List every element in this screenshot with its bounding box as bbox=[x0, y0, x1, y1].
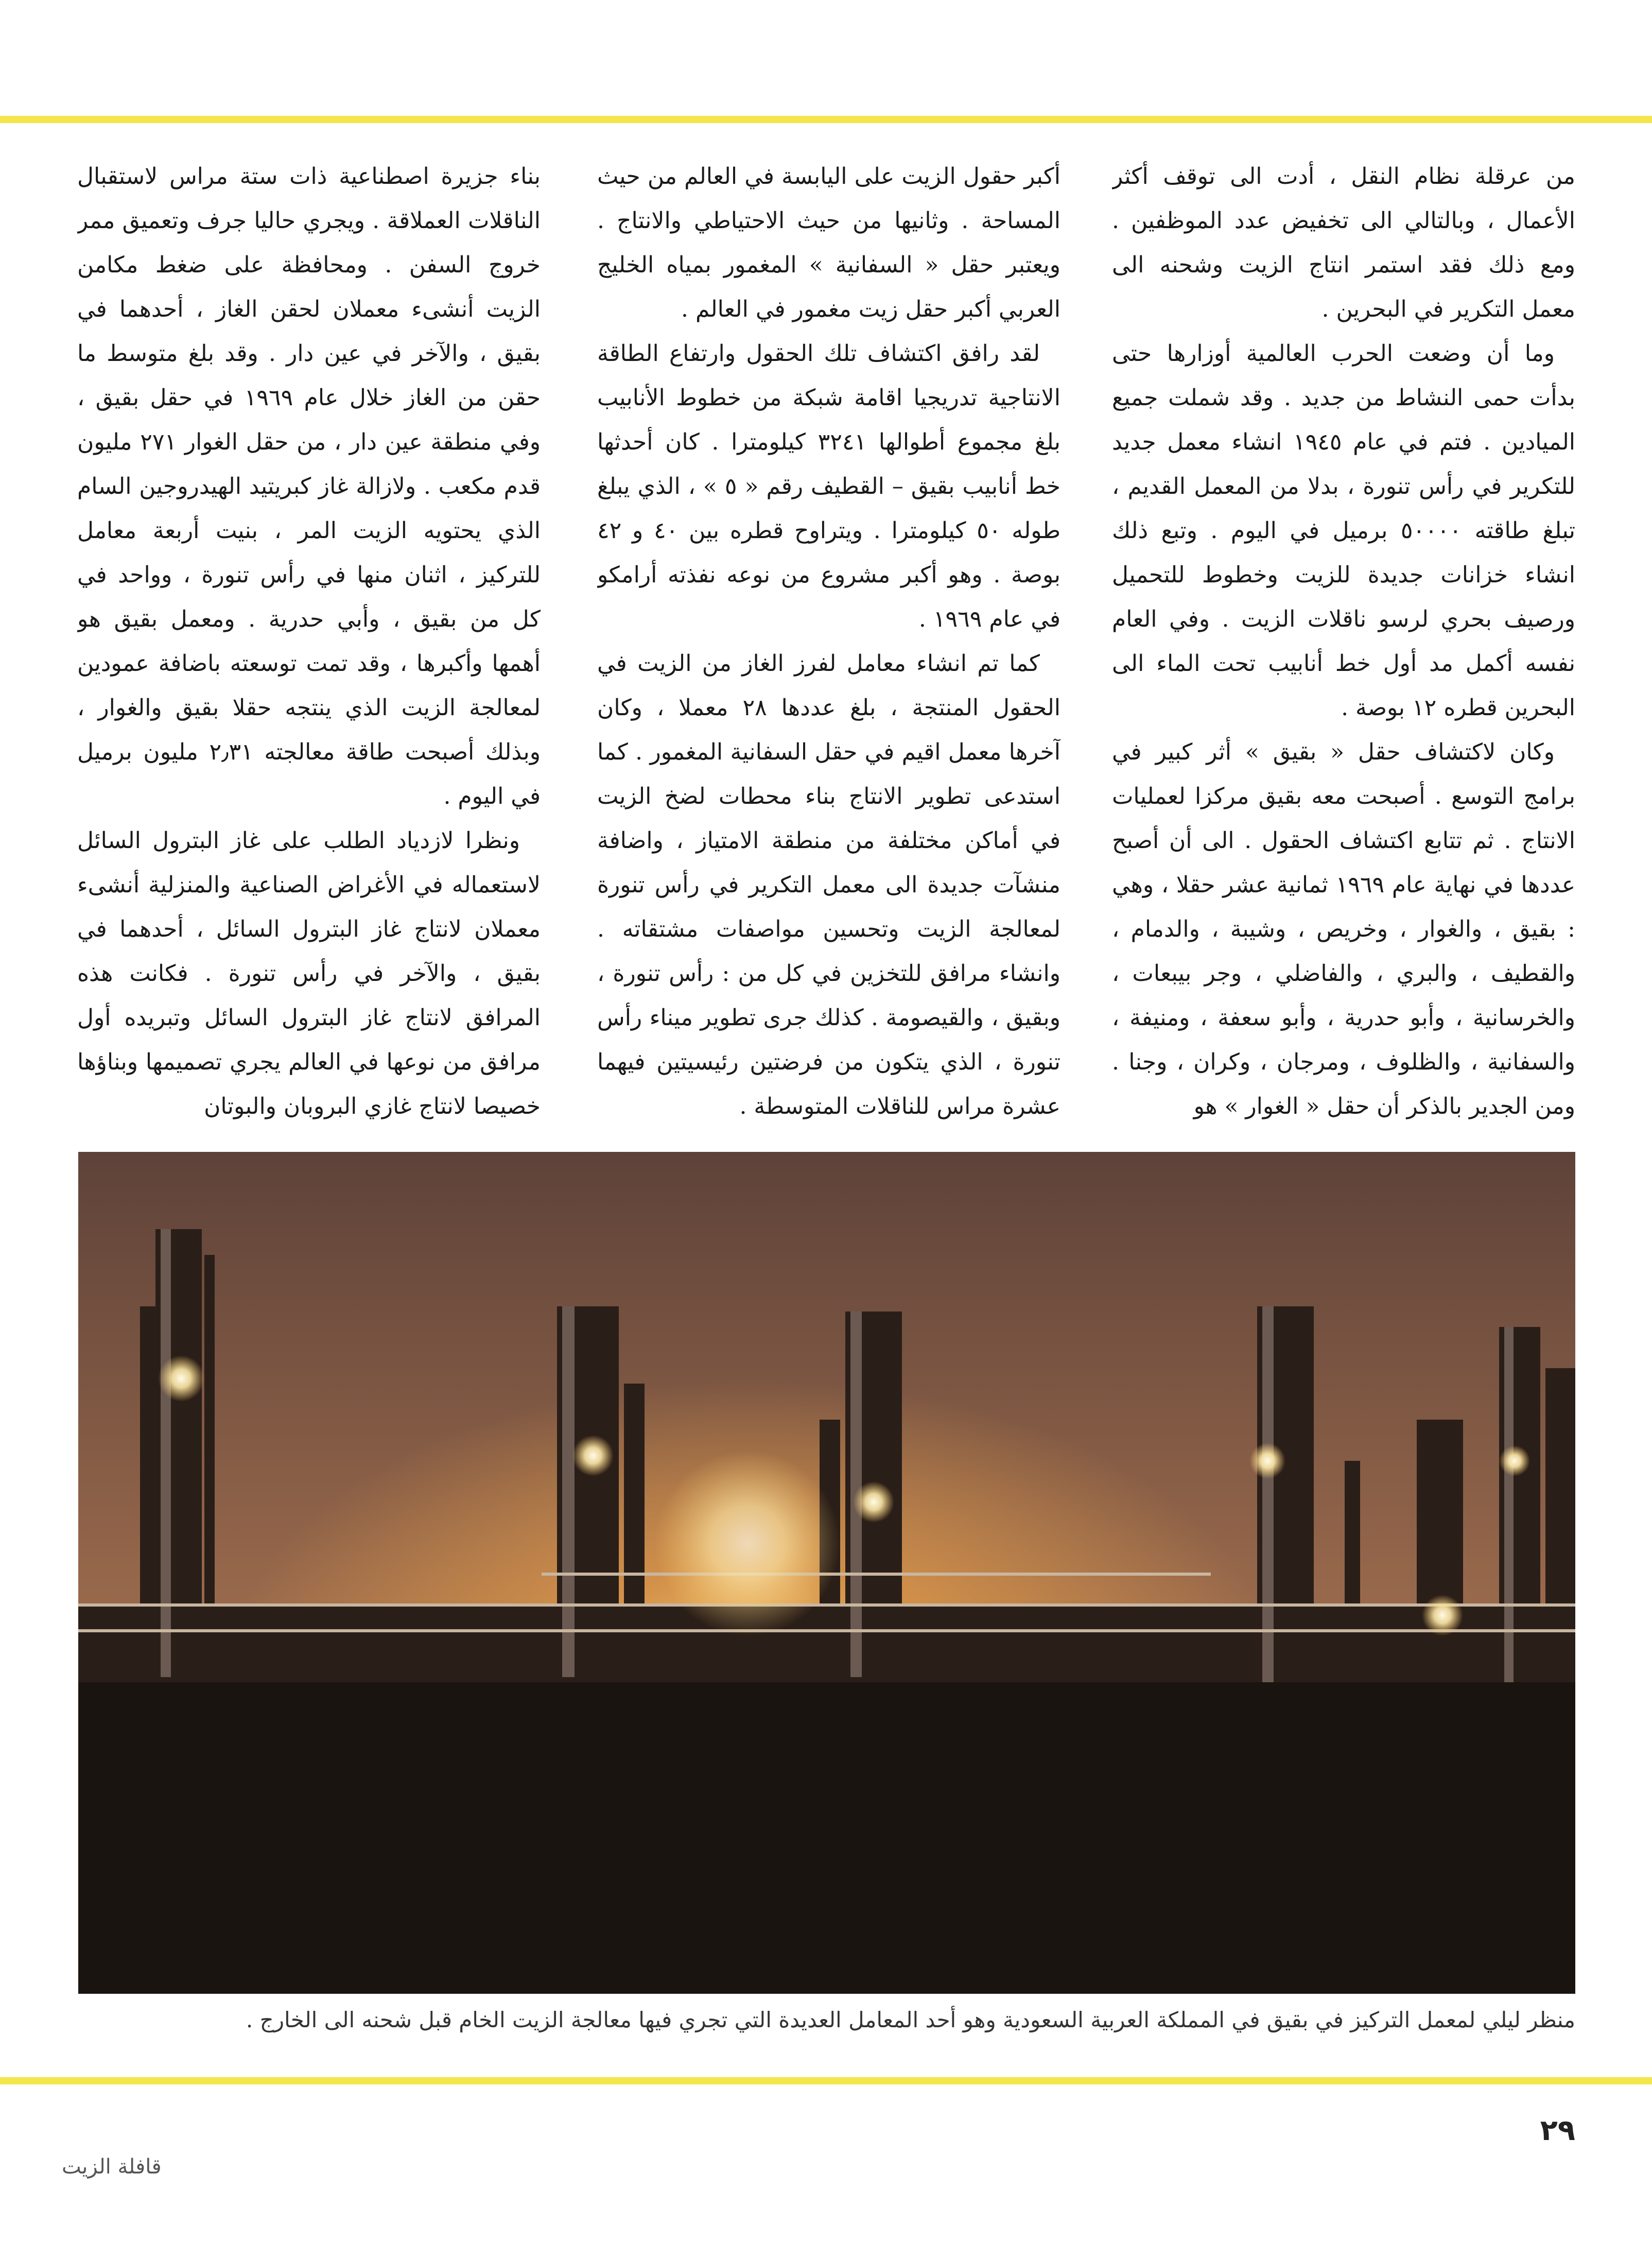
refinery-night-photo bbox=[78, 1152, 1575, 1994]
magazine-name: قافلة الزيت bbox=[62, 2155, 162, 2179]
article-column-middle bbox=[597, 154, 1060, 1133]
paragraph: وكان لاكتشاف حقل « بقيق » أثر كبير في برامج التوسع . أصبحت معه بقيق مركزا لعمليات الانتاج . ثم تتابع اكتشاف الحقول . الى أن أصبح عددها في نهاية عام ١٩٦٩ ثمانية عشر حقلا ، وهي : بقيق ، والغوار ، وخريص ، وشيبة ، والدمام ، والقطيف ، والبري ، والفاضلي ، وجر بيبعات ، والخرسانية ، وأبو حدرية ، وأبو سعفة ، ومنيفة ، والسفانية ، والظلوف ، ومرجان ، وكران ، وجنا . ومن الجدير بالذكر أن حقل « الغوار » هو bbox=[1112, 739, 1575, 1119]
article-column-right bbox=[1112, 154, 1575, 1133]
article-column-left bbox=[77, 154, 541, 1133]
paragraph: وما أن وضعت الحرب العالمية أوزارها حتى بدأت حمى النشاط من جديد . وقد شملت جميع الميادين . فتم في عام ١٩٤٥ انشاء معمل جديد للتكرير في رأس تنورة ، بدلا من المعمل القديم ، تبلغ طاقته ٥٠٠٠٠ برميل في اليوم . وتبع ذلك انشاء خزانات جديدة للزيت وخطوط للتحميل ورصيف بحري لرسو ناقلات الزيت . وفي العام نفسه أكمل مد أول خط أنابيب تحت الماء الى البحرين قطره ١٢ بوصة . bbox=[1112, 340, 1575, 721]
page-number: ٢٩ bbox=[1540, 2114, 1575, 2147]
photo-caption: منظر ليلي لمعمل التركيز في بقيق في المملكة العربية السعودية وهو أحد المعامل العديدة التي تجري فيها معالجة الزيت الخام قبل شحنه الى الخارج . bbox=[246, 2007, 1575, 2032]
bottom-yellow-rule bbox=[0, 2077, 1652, 2084]
paragraph: كما تم انشاء معامل لفرز الغاز من الزيت في الحقول المنتجة ، بلغ عددها ٢٨ معملا ، وكان آخرها معمل اقيم في حقل السفانية المغمور . كما استدعى تطوير الانتاج بناء محطات لضخ الزيت في أماكن مختلفة من منطقة الامتياز ، واضافة منشآت جديدة الى معمل التكرير في رأس تنورة لمعالجة الزيت وتحسين مواصفات مشتقاته . وانشاء مرافق للتخزين في كل من : رأس تنورة ، وبقيق ، والقيصومة . كذلك جرى تطوير ميناء رأس تنورة ، الذي يتكون من فرضتين رئيسيتين فيهما عشرة مراس للناقلات المتوسطة . bbox=[597, 650, 1060, 1119]
paragraph: لقد رافق اكتشاف تلك الحقول وارتفاع الطاقة الانتاجية تدريجيا اقامة شبكة من خطوط الأنابيب بلغ مجموع أطوالها ٣٢٤١ كيلومترا . كان أحدثها خط أنابيب بقيق – القطيف رقم « ٥ » ، الذي يبلغ طوله ٥٠ كيلومترا . ويتراوح قطره بين ٤٠ و ٤٢ بوصة . وهو أكبر مشروع من نوعه نفذته أرامكو في عام ١٩٦٩ . bbox=[597, 340, 1060, 632]
paragraph: من عرقلة نظام النقل ، أدت الى توقف أكثر الأعمال ، وبالتالي الى تخفيض عدد الموظفين . ومع ذلك فقد استمر انتاج الزيت وشحنه الى معمل التكرير في البحرين . bbox=[1112, 163, 1575, 322]
paragraph: أكبر حقول الزيت على اليابسة في العالم من حيث المساحة . وثانيها من حيث الاحتياطي والانتاج . ويعتبر حقل « السفانية » المغمور بمياه الخليج العربي أكبر حقل زيت مغمور في العالم . bbox=[597, 163, 1060, 322]
paragraph: ونظرا لازدياد الطلب على غاز البترول السائل لاستعماله في الأغراض الصناعية والمنزلية أنشىء معملان لانتاج غاز البترول السائل ، أحدهما في بقيق ، والآخر في رأس تنورة . فكانت هذه المرافق لانتاج غاز البترول السائل وتبريده أول مرافق من نوعها في العالم يجري تصميمها وبناؤها خصيصا لانتاج غازي البروبان والبوتان bbox=[77, 827, 541, 1119]
dark-foreground bbox=[78, 1682, 1575, 1994]
paragraph: بناء جزيرة اصطناعية ذات ستة مراس لاستقبال الناقلات العملاقة . ويجري حاليا جرف وتعميق ممر خروج السفن . ومحافظة على ضغط مكامن الزيت أنشىء معملان لحقن الغاز ، أحدهما في بقيق ، والآخر في عين دار . وقد بلغ متوسط ما حقن من الغاز خلال عام ١٩٦٩ في حقل بقيق ، وفي منطقة عين دار ، من حقل الغوار ٢٧١ مليون قدم مكعب . ولازالة غاز كبريتيد الهيدروجين السام الذي يحتويه الزيت المر ، بنيت أربعة معامل للتركيز ، اثنان منها في رأس تنورة ، وواحد في كل من بقيق ، وأبي حدرية . ومعمل بقيق هو أهمها وأكبرها ، وقد تمت توسعته باضافة عمودين لمعالجة الزيت الذي ينتجه حقلا بقيق والغوار ، وبذلك أصبحت طاقة معالجته ٢٫٣١ مليون برميل في اليوم . bbox=[77, 163, 541, 809]
top-yellow-rule bbox=[0, 116, 1652, 123]
